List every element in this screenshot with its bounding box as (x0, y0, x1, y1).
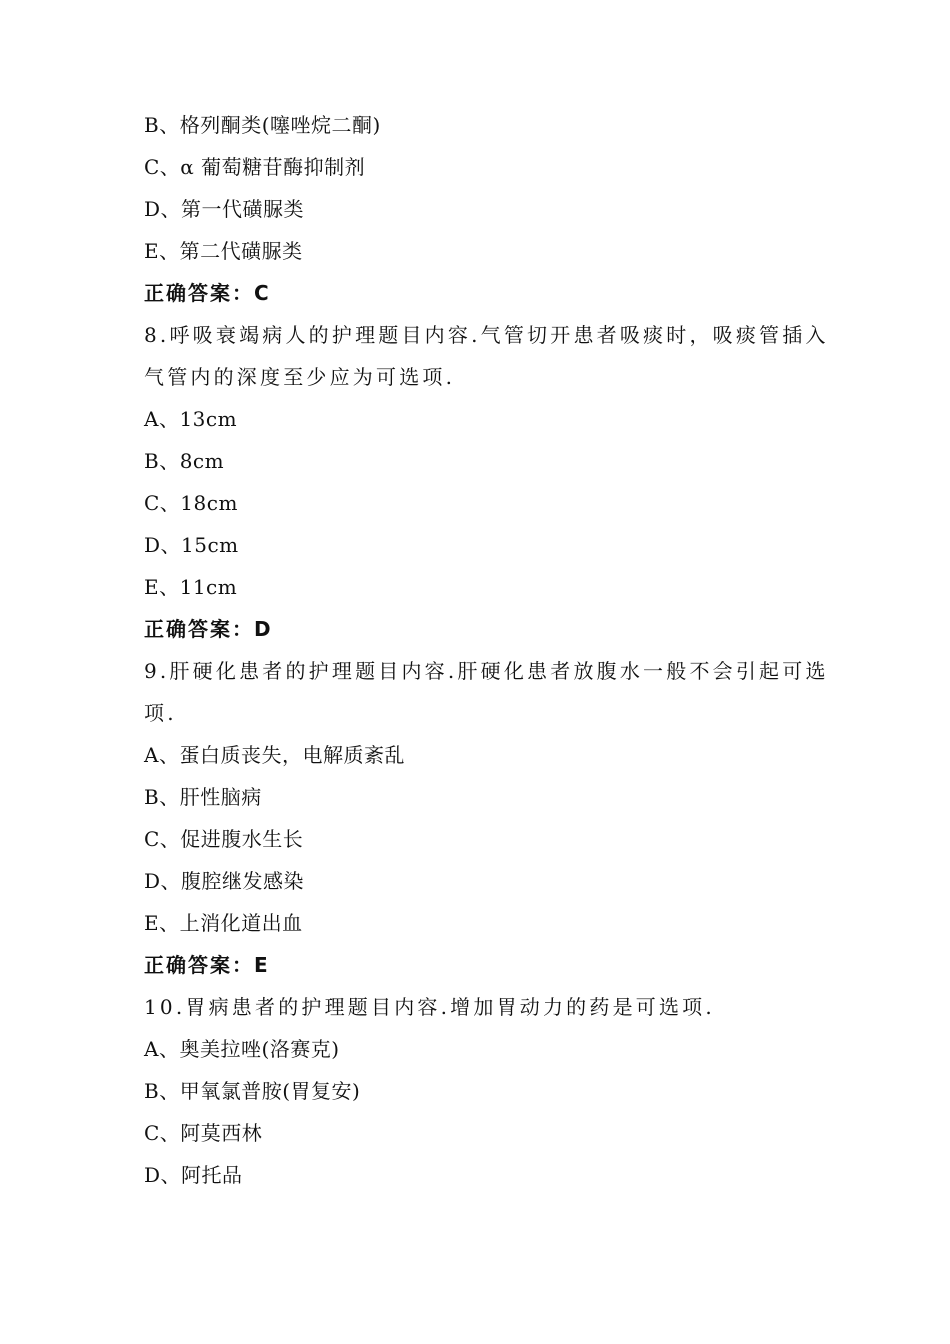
answer-line: 正确答案：E (144, 953, 270, 977)
answer-line: 正确答案：D (144, 617, 273, 641)
question-line: 气管内的深度至少应为可选项. (144, 365, 456, 389)
option-line: E、11cm (144, 575, 238, 599)
option-line: B、格列酮类(噻唑烷二酮) (144, 113, 381, 137)
option-line: D、腹腔继发感染 (144, 869, 305, 893)
option-line: A、蛋白质丧失，电解质紊乱 (144, 743, 405, 767)
option-line: E、上消化道出血 (144, 911, 303, 935)
option-line: E、第二代磺脲类 (144, 239, 303, 263)
option-line: C、18cm (144, 491, 238, 515)
question-line: 项. (144, 701, 177, 725)
option-line: C、促进腹水生长 (144, 827, 304, 851)
question-line: 9.肝硬化患者的护理题目内容.肝硬化患者放腹水一般不会引起可选 (144, 659, 829, 683)
option-line: D、第一代磺脲类 (144, 197, 305, 221)
option-line: B、肝性脑病 (144, 785, 262, 809)
option-line: D、阿托品 (144, 1163, 243, 1187)
option-line: B、8cm (144, 449, 225, 473)
option-line: D、15cm (144, 533, 239, 557)
document-body (144, 104, 829, 1196)
answer-line: 正确答案：C (144, 281, 271, 305)
option-line: A、奥美拉唑(洛赛克) (144, 1037, 340, 1061)
question-line: 8.呼吸衰竭病人的护理题目内容.气管切开患者吸痰时，吸痰管插入 (144, 323, 829, 347)
question-line: 10.胃病患者的护理题目内容.增加胃动力的药是可选项. (144, 995, 715, 1019)
option-line: C、α 葡萄糖苷酶抑制剂 (144, 155, 366, 179)
option-line: A、13cm (144, 407, 238, 431)
option-line: C、阿莫西林 (144, 1121, 263, 1145)
option-line: B、甲氧氯普胺(胃复安) (144, 1079, 361, 1103)
